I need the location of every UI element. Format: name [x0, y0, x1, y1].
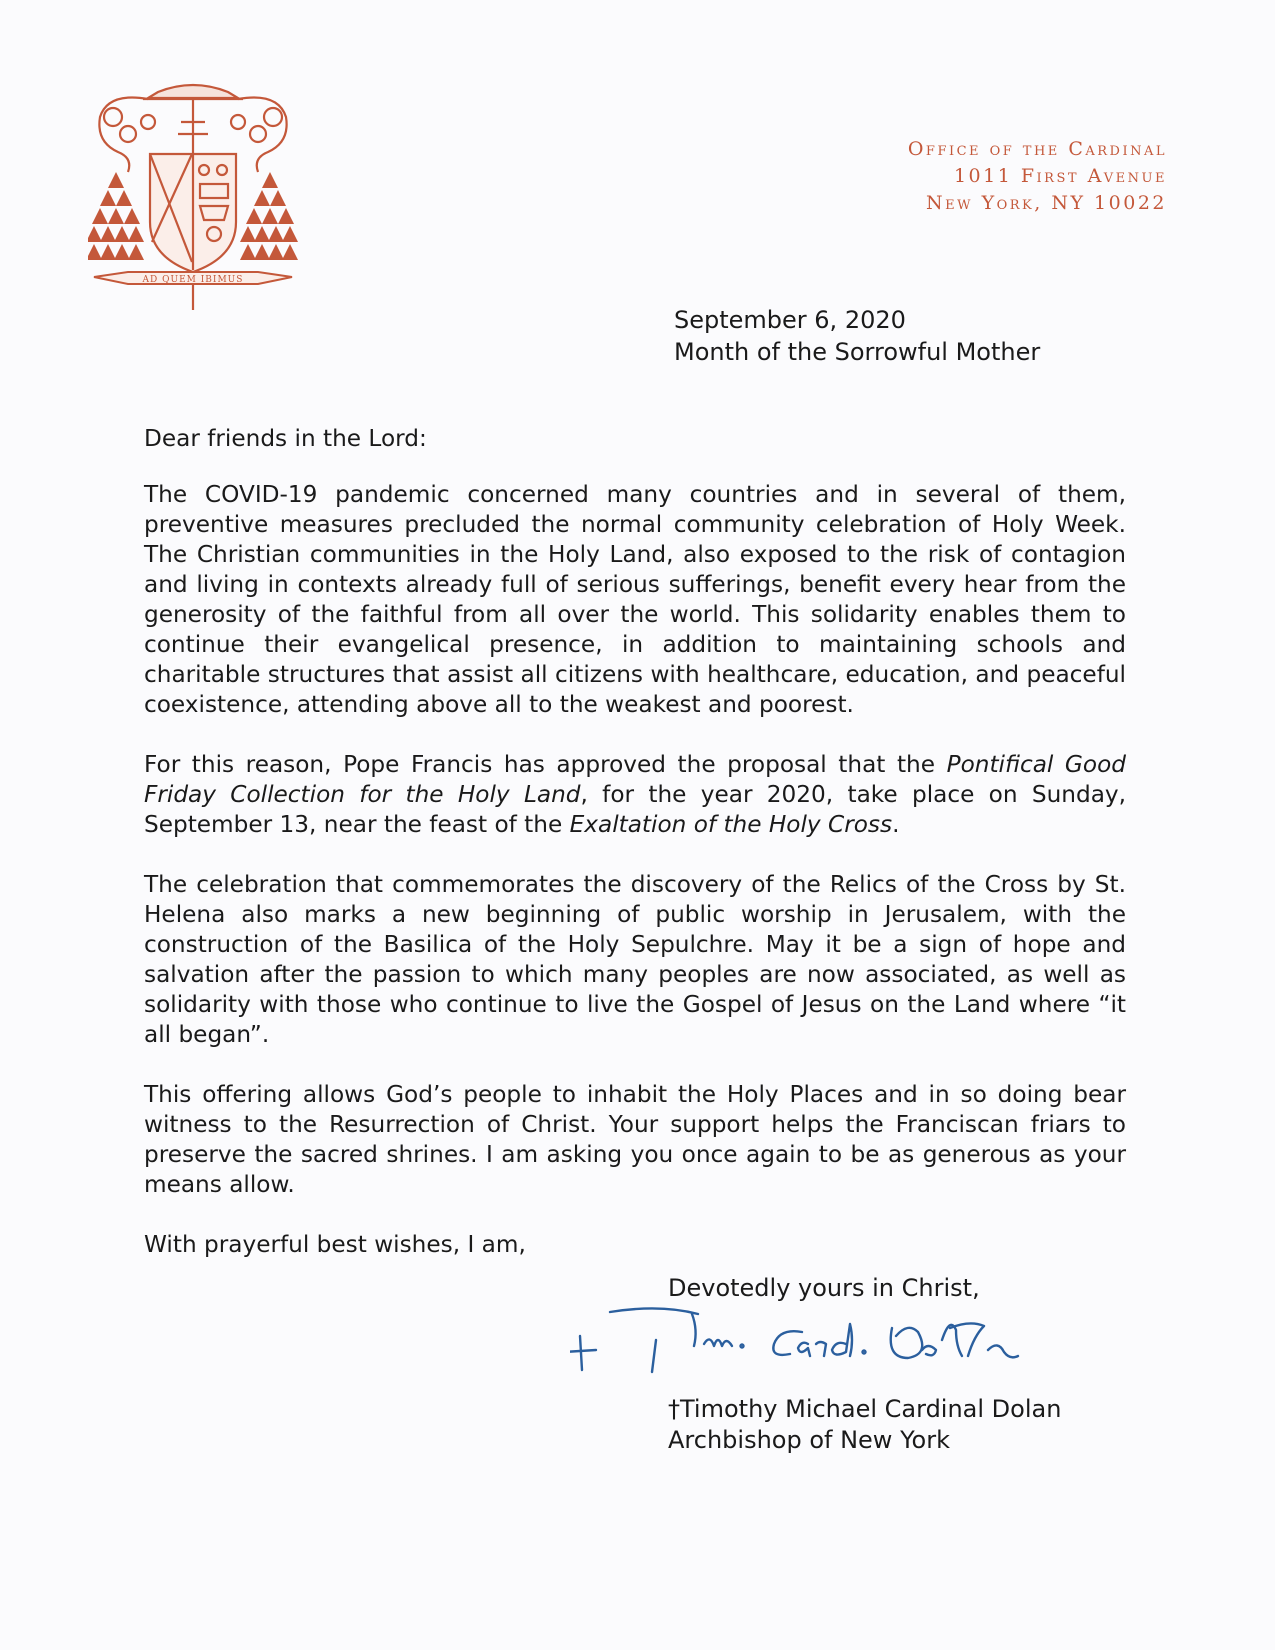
cardinal-coat-of-arms-icon	[88, 72, 298, 332]
paragraph-2	[144, 750, 1126, 840]
paragraph-2-part-c: .	[892, 811, 900, 838]
letterhead-street: 1011 First Avenue	[953, 165, 1167, 187]
paragraph-2-part-b: , for the year 2020, take place on Sunday, September 13, near the feast of the	[144, 781, 1126, 838]
feast-name: Exaltation of the Holy Cross	[569, 811, 893, 838]
letterhead-office: Office of the Cardinal	[907, 138, 1167, 160]
date-block	[674, 304, 1040, 368]
liturgical-month: Month of the Sorrowful Mother	[674, 338, 1041, 366]
letterhead-city: New York, NY 10022	[926, 192, 1167, 214]
paragraph-1: The COVID-19 pandemic concerned many countries and in several of them, preventive measures precluded the normal community celebration of Holy Week. The Christian communities in the Holy Land, also exposed to the risk of contagion and living in contexts already full of serious sufferings, benefit every hear from the generosity of the faithful from all over the world. This solidarity enables them to continue their evangelical presence, in addition to maintaining schools and charitable structures that assist all citizens with healthcare, education, and peaceful coexistence, attending above all to the weakest and poorest.	[144, 481, 1126, 718]
signer-title: Archbishop of New York	[668, 1426, 950, 1454]
letter-body	[144, 424, 1126, 1260]
signer-name: †Timothy Michael Cardinal Dolan	[668, 1395, 1062, 1423]
signer-block	[668, 1394, 1061, 1456]
collection-name: Pontifical Good Friday Collection for the Holy Land	[144, 751, 1126, 808]
paragraph-2-part-a: For this reason, Pope Francis has approved the proposal that the	[144, 751, 947, 778]
paragraph-3: The celebration that commemorates the discovery of the Relics of the Cross by St. Helena also marks a new beginning of public worship in Jerusalem, with the construction of the Basilica of the Holy Sepulchre. May it be a sign of hope and salvation after the passion to which many peoples are now associated, as well as solidarity with those who continue to live the Gospel of Jesus on the Land where “it all began”.	[144, 871, 1126, 1048]
letter-date: September 6, 2020	[674, 306, 906, 334]
paragraph-4: This offering allows God’s people to inhabit the Holy Places and in so doing bear witness to the Resurrection of Christ. Your support helps the Franciscan friars to preserve the sacred shrines. I am asking you once again to be as generous as your means allow.	[144, 1081, 1126, 1198]
closing-line: With prayerful best wishes, I am,	[144, 1231, 526, 1258]
svg-text:AD QUEM IBIMUS: AD QUEM IBIMUS	[142, 275, 244, 285]
salutation: Dear friends in the Lord:	[144, 425, 427, 452]
handwritten-signature	[570, 1300, 1090, 1392]
letterhead-address	[908, 136, 1167, 217]
valediction: Devotedly yours in Christ,	[668, 1274, 980, 1302]
